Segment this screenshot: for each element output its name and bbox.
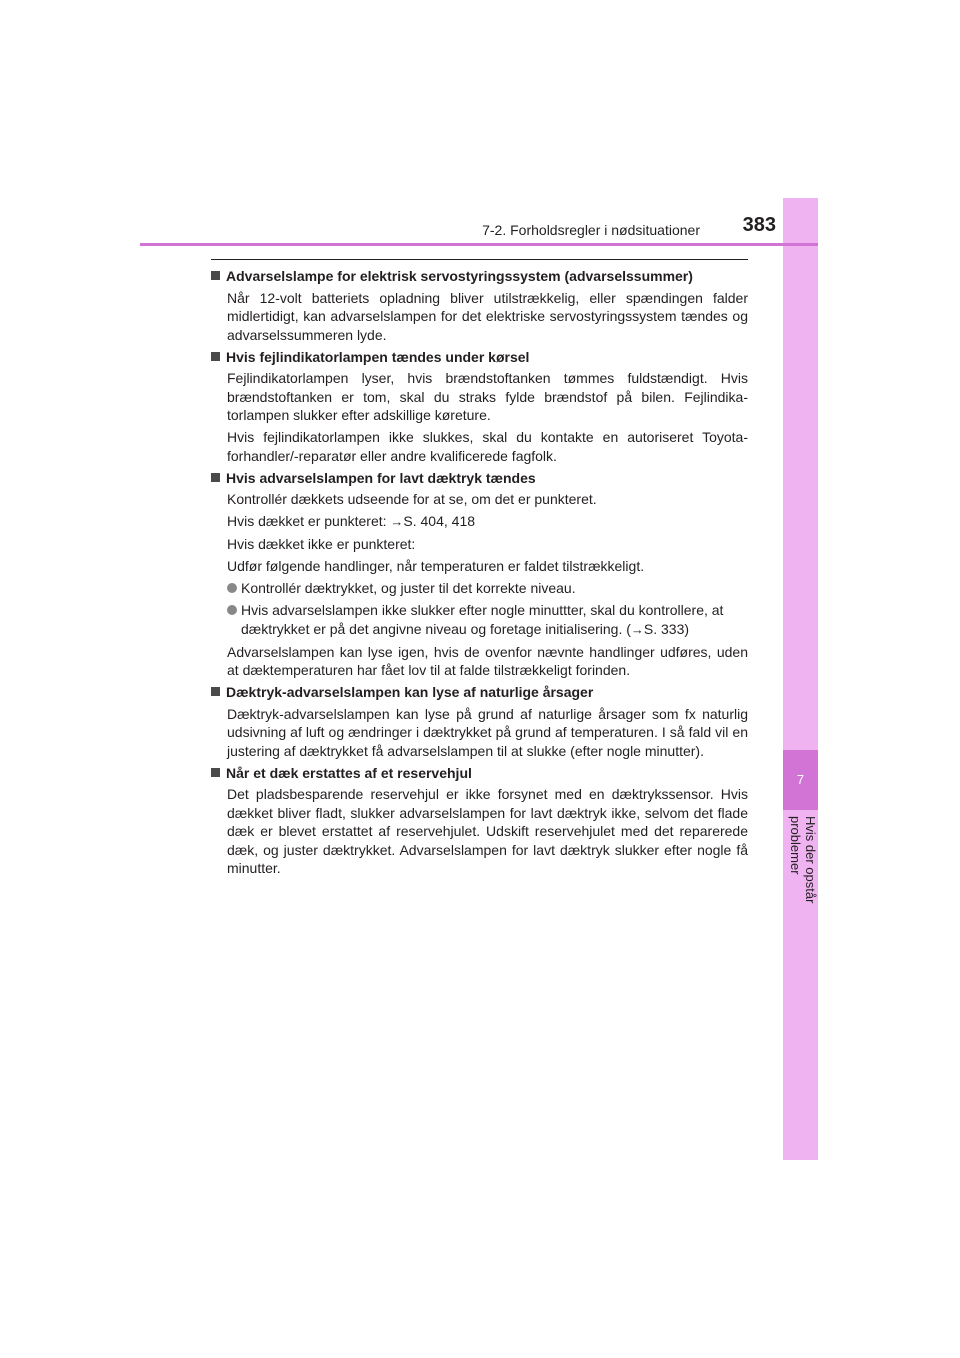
paragraph: Det pladsbesparende reservehjul er ikke forsynet med en dæktrykssensor. Hvis dækket bliver fladt, slukker advarselslampen for lavt dæktryk ikke, selvom det flade dæk er blevet erstattet af reservehjulet. Udskift reservehjulet med det reparerede dæk, og juster dæktrykket. Advarselslampen for lavt dæktryk slukker efter nogle få minutter. [227,786,748,876]
chapter-title: Hvis der opstår problemer [788,816,818,904]
page-reference: S. 404, 418 [403,513,476,529]
chapter-number: 7 [783,750,818,810]
square-bullet-icon [211,473,220,482]
list-item: Kontrollér dæktrykket, og juster til det korrekte niveau. [227,579,748,598]
square-bullet-icon [211,768,220,777]
page-reference: S. 333) [643,620,690,637]
square-bullet-icon [211,687,220,696]
section-heading: Hvis advarselslampen for lavt dæktryk tændes [211,469,748,488]
section-spare-wheel [211,764,748,878]
paragraph: Kontrollér dækkets udseende for at se, om det er punkteret. [227,491,597,507]
arrow-right-icon: → [630,621,644,637]
section-heading: Dæktryk-advarselslampen kan lyse af naturlige årsager [211,683,748,702]
paragraph: Udfør følgende handlinger, når temperaturen er faldet tilstrækkeligt. [227,558,645,574]
header-section-title: 7-2. Forholdsregler i nødsituationer [482,222,700,238]
section-natural-causes [211,683,748,760]
list-item: Hvis advarselslampen ikke slukker efter nogle minuttter, skal du kontrollere, at dæktrykket er på det angivne niveau og foretage initialisering. (→S. 333) [227,601,748,639]
paragraph: Hvis dækket ikke er punkteret: [227,536,416,552]
section-tire-pressure [211,469,748,680]
paragraph: Advarselslampen kan lyse igen, hvis de ovenfor nævnte handlinger udføres, uden at dæktemperaturen har fået lov til at falde tilstrækkeligt forinden. [227,643,748,678]
paragraph: Når 12-volt batteriets opladning bliver utilstrækkelig, eller spændingen falder midlertidigt, kan advarselslampen for det elektriske servostyringssystem tændes og advarselssummeren lyde. [227,289,748,343]
page-content [211,267,748,881]
circle-bullet-icon [227,583,237,593]
chapter-side-tab [783,198,818,1160]
square-bullet-icon [211,271,220,280]
arrow-right-icon: → [390,514,404,529]
paragraph: Dæktryk-advarselslampen kan lyse på grund af naturlige årsager som fx naturlig udsivning af luft og ændringer i dæktrykket på grund af temperaturen. I så fald vil en justering af dæktrykket få advarselslampen til at slukke (efter nogle minutter). [227,705,748,759]
page-number: 383 [742,214,776,236]
paragraph: Fejlindikatorlampen lyser, hvis brændstoftanken tømmes fuldstændigt. Hvis brændstoftanken er tom, skal du straks fylde brændstof på bilen. Fejlindika-torlampen slukker efter adskillige køreture. [227,370,748,423]
paragraph: Hvis fejlindikatorlampen ikke slukkes, skal du kontakte en autoriseret Toyota-forhandler/-reparatør eller andre kvalificerede fagfolk. [227,429,748,464]
section-malfunction-lamp [211,348,748,466]
header-divider [140,243,818,246]
section-heading: Når et dæk erstattes af et reservehjul [211,764,748,783]
content-top-rule [211,259,748,260]
circle-bullet-icon [227,605,237,615]
section-heading: Hvis fejlindikatorlampen tændes under kørsel [211,348,748,367]
section-power-steering [211,267,748,344]
section-heading: Advarselslampe for elektrisk servostyringssystem (advarselssummer) [211,267,748,286]
paragraph-with-reference: Hvis dækket er punkteret: →S. 404, 418 [227,513,476,529]
square-bullet-icon [211,352,220,361]
